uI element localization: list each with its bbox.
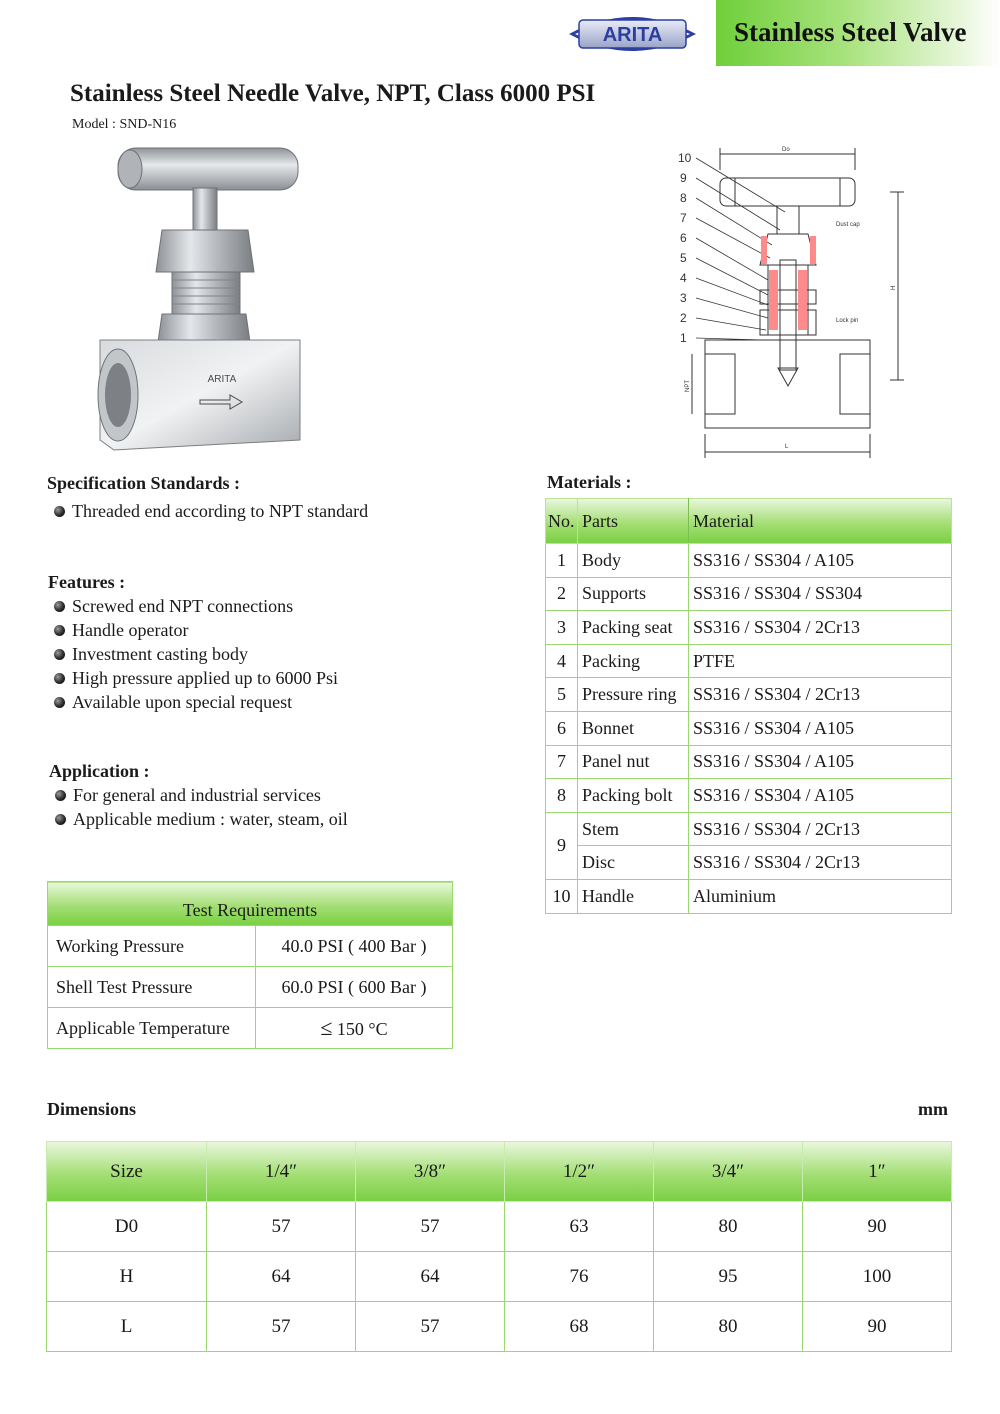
column-header-parts: Parts (578, 499, 689, 544)
table-cell: 63 (505, 1202, 654, 1252)
test-value: 150 °C (336, 1019, 388, 1039)
part-number-4: 4 (680, 271, 687, 285)
test-value: 40.0 PSI ( 400 Bar ) (256, 926, 453, 967)
table-header-row (546, 499, 952, 544)
part-name: Pressure ring (578, 678, 689, 712)
test-requirements-heading: Test Requirements (48, 882, 453, 926)
specification-list (48, 499, 368, 523)
column-header: 1″ (803, 1142, 952, 1202)
part-number-10: 10 (678, 151, 692, 165)
list-item: Threaded end according to NPT standard (48, 499, 368, 523)
test-label: Applicable Temperature (48, 1008, 256, 1049)
label-l: L (785, 444, 789, 450)
part-material: SS316 / SS304 / A105 (689, 745, 952, 779)
test-value-cell (256, 1008, 453, 1049)
column-header: 1/4″ (207, 1142, 356, 1202)
table-row (546, 779, 952, 813)
table-cell: 64 (356, 1252, 505, 1302)
table-cell: 90 (803, 1302, 952, 1352)
list-item: Handle operator (48, 618, 338, 642)
valve-technical-drawing (660, 140, 905, 460)
part-name: Packing (578, 644, 689, 678)
table-row (48, 967, 453, 1008)
part-name: Handle (578, 879, 689, 913)
part-no: 4 (546, 644, 578, 678)
table-row (546, 544, 952, 578)
part-number-6: 6 (680, 231, 687, 245)
part-material: SS316 / SS304 / A105 (689, 779, 952, 813)
dimensions-unit: mm (918, 1099, 948, 1119)
label-npt: NPT (685, 380, 691, 392)
part-number-5: 5 (680, 251, 687, 265)
part-material: Aluminium (689, 879, 952, 913)
part-name: Supports (578, 577, 689, 611)
row-label: H (47, 1252, 207, 1302)
table-row (47, 1302, 952, 1352)
column-header-size: Size (47, 1142, 207, 1202)
features-heading: Features : (48, 572, 126, 592)
part-material: SS316 / SS304 / 2Cr13 (689, 812, 952, 846)
list-item: Applicable medium : water, steam, oil (49, 807, 348, 831)
column-header: 3/4″ (654, 1142, 803, 1202)
dimensions-heading: Dimensions (47, 1099, 137, 1119)
column-header: 3/8″ (356, 1142, 505, 1202)
table-cell: 64 (207, 1252, 356, 1302)
label-lock-pin: Lock pin (836, 318, 859, 324)
part-name: Stem (578, 812, 689, 846)
table-row (546, 611, 952, 645)
application-list (49, 783, 348, 831)
materials-table (545, 498, 952, 914)
part-number-2: 2 (680, 311, 687, 325)
part-no: 5 (546, 678, 578, 712)
part-material: SS316 / SS304 / SS304 (689, 577, 952, 611)
logo-text: ARITA (602, 24, 663, 46)
test-value: 60.0 PSI ( 600 Bar ) (256, 967, 453, 1008)
part-material: SS316 / SS304 / 2Cr13 (689, 611, 952, 645)
part-material: SS316 / SS304 / 2Cr13 (689, 678, 952, 712)
part-no: 6 (546, 711, 578, 745)
part-number-9: 9 (680, 171, 687, 185)
header-band (716, 0, 1000, 66)
table-cell: 57 (207, 1202, 356, 1252)
table-row (48, 926, 453, 967)
part-number-1: 1 (680, 331, 687, 345)
header-band-title: Stainless Steel Valve (734, 17, 967, 47)
part-material: SS316 / SS304 / 2Cr13 (689, 846, 952, 880)
table-cell: 76 (505, 1252, 654, 1302)
features-list (48, 594, 338, 714)
list-item: For general and industrial services (49, 783, 348, 807)
table-cell: 57 (207, 1302, 356, 1352)
label-do: Do (782, 147, 790, 153)
table-header-row (47, 1142, 952, 1202)
part-material: SS316 / SS304 / A105 (689, 711, 952, 745)
row-label: L (47, 1302, 207, 1352)
table-cell: 68 (505, 1302, 654, 1352)
list-item: Available upon special request (48, 690, 338, 714)
table-row (546, 644, 952, 678)
table-row (546, 879, 952, 913)
test-requirements-table (47, 881, 453, 1049)
table-row (48, 1008, 453, 1049)
part-material: SS316 / SS304 / A105 (689, 544, 952, 578)
specification-heading: Specification Standards : (47, 473, 241, 493)
part-no: 9 (546, 812, 578, 879)
label-h: H (891, 285, 897, 290)
part-number-3: 3 (680, 291, 687, 305)
column-header: 1/2″ (505, 1142, 654, 1202)
part-no: 2 (546, 577, 578, 611)
part-name: Bonnet (578, 711, 689, 745)
part-number-8: 8 (680, 191, 687, 205)
column-header-material: Material (689, 499, 952, 544)
product-title: Stainless Steel Needle Valve, NPT, Class 6000 PSI (70, 80, 596, 107)
table-row (546, 577, 952, 611)
list-item: Screwed end NPT connections (48, 594, 338, 618)
test-label: Working Pressure (48, 926, 256, 967)
materials-heading: Materials : (547, 472, 632, 492)
table-cell: 80 (654, 1302, 803, 1352)
less-equal-symbol: ≤ (320, 1015, 333, 1040)
table-row (546, 745, 952, 779)
table-row (47, 1202, 952, 1252)
part-no: 8 (546, 779, 578, 813)
table-row (546, 846, 952, 880)
part-name: Body (578, 544, 689, 578)
table-cell: 95 (654, 1252, 803, 1302)
model-number: Model : SND-N16 (72, 117, 177, 132)
part-material: PTFE (689, 644, 952, 678)
part-no: 1 (546, 544, 578, 578)
part-name: Disc (578, 846, 689, 880)
column-header-no: No. (546, 499, 578, 544)
table-row (546, 812, 952, 846)
part-name: Packing bolt (578, 779, 689, 813)
arita-logo (565, 6, 700, 62)
table-row (546, 678, 952, 712)
table-cell: 57 (356, 1202, 505, 1252)
valve-photo (90, 140, 320, 460)
row-label: D0 (47, 1202, 207, 1252)
dimensions-table (46, 1141, 952, 1352)
body-marking: ARITA (207, 374, 237, 385)
part-no: 10 (546, 879, 578, 913)
table-cell: 80 (654, 1202, 803, 1252)
list-item: Investment casting body (48, 642, 338, 666)
list-item: High pressure applied up to 6000 Psi (48, 666, 338, 690)
table-cell: 100 (803, 1252, 952, 1302)
table-cell: 57 (356, 1302, 505, 1352)
part-name: Packing seat (578, 611, 689, 645)
part-no: 3 (546, 611, 578, 645)
part-name: Panel nut (578, 745, 689, 779)
part-number-7: 7 (680, 211, 687, 225)
label-dust-cap: Dust cap (836, 222, 860, 228)
part-no: 7 (546, 745, 578, 779)
table-cell: 90 (803, 1202, 952, 1252)
application-heading: Application : (49, 761, 150, 781)
test-label: Shell Test Pressure (48, 967, 256, 1008)
table-row (47, 1252, 952, 1302)
table-row (546, 711, 952, 745)
